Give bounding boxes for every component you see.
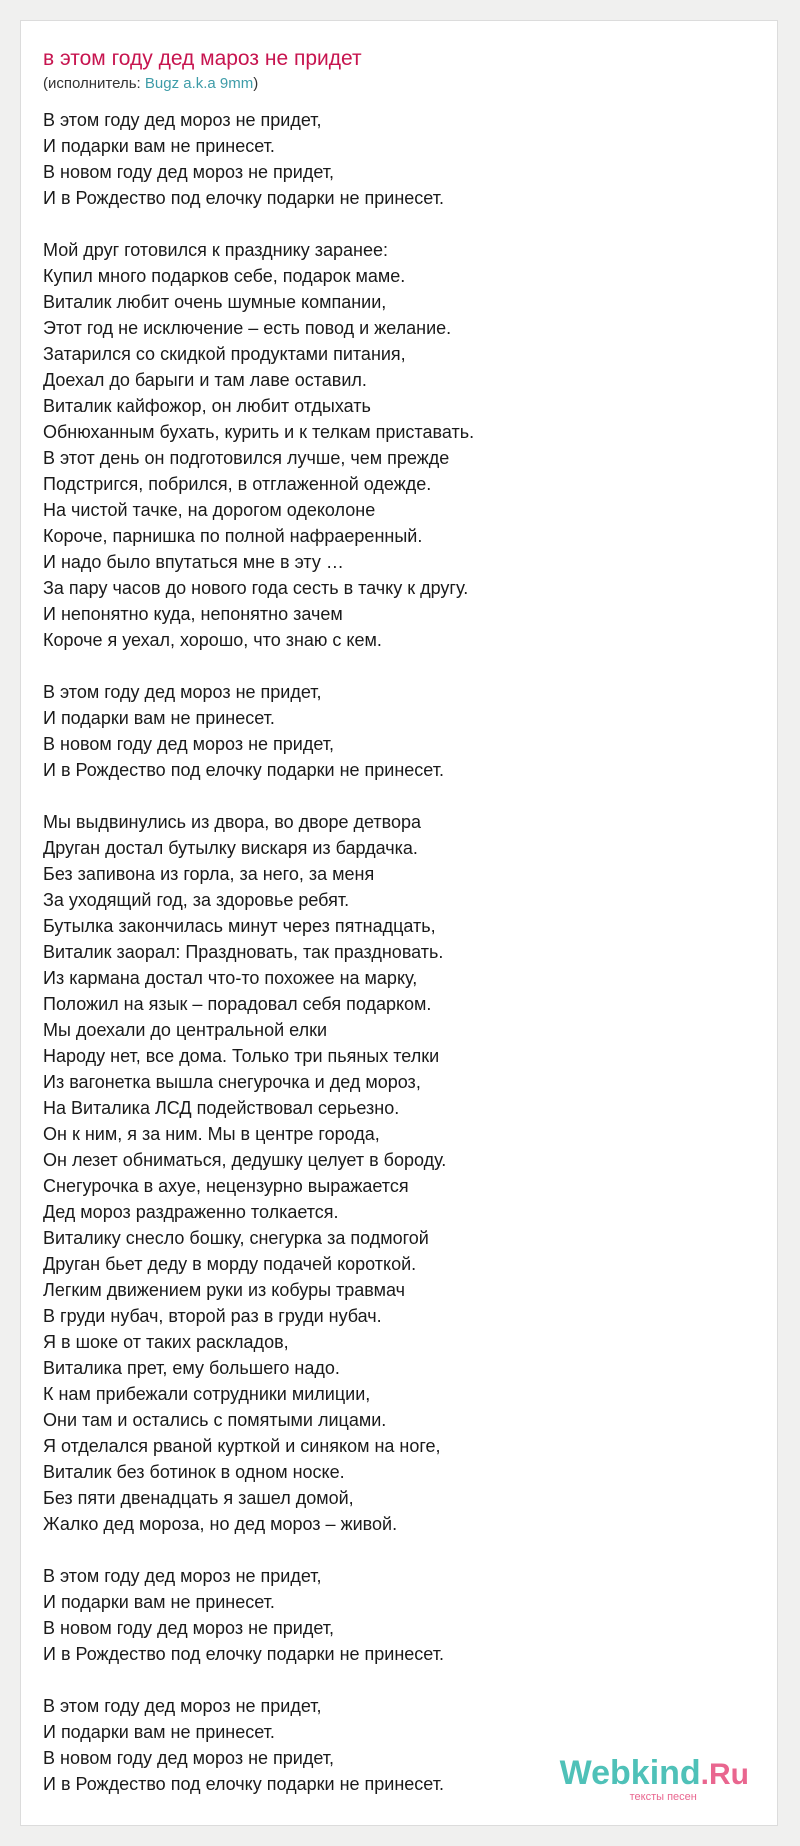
lyric-line: Положил на язык – порадовал себя подарком. [43,994,432,1014]
artist-link[interactable]: Bugz a.k.a 9mm [144,75,254,92]
lyric-line: На чистой тачке, на дорогом одеколоне [43,500,376,520]
logo-ru-text: .Ru [700,1758,749,1791]
song-title: в этом году дед мароз не придет [43,47,362,70]
lyric-line: Обнюханным бухать, курить и к телкам приставать. [43,422,475,442]
lyric-line: И подарки вам не принесет. [43,1722,275,1742]
lyric-line: Виталик любит очень шумные компании, [43,292,387,312]
lyric-line: Затарился со скидкой продуктами питания, [43,344,406,364]
lyric-line: Без пяти двенадцать я зашел домой, [43,1488,354,1508]
lyric-line: За пару часов до нового года сесть в тачку к другу. [43,578,469,598]
artist-prefix: (исполнитель: [43,75,145,92]
lyric-line: Виталику снесло бошку, снегурка за подмогой [43,1228,429,1248]
lyric-line: В этот день он подготовился лучше, чем прежде [43,448,450,468]
lyric-line: Короче, парнишка по полной нафраеренный. [43,526,423,546]
lyric-line: И подарки вам не принесет. [43,708,275,728]
artist-suffix: ) [253,75,259,92]
lyric-line: Бутылка закончилась минут через пятнадцать, [43,916,436,936]
lyric-line: Мой друг готовился к празднику заранее: [43,240,388,260]
lyric-line: И в Рождество под елочку подарки не принесет. [43,1644,444,1664]
lyric-line: За уходящий год, за здоровье ребят. [43,890,350,910]
lyric-line: Я отделался рваной курткой и синяком на ноге, [43,1436,441,1456]
lyric-line: Друган бьет деду в морду подачей короткой. [43,1254,417,1274]
lyrics-stanza [43,809,763,1537]
lyric-line: Жалко дед мороза, но дед мороз – живой. [43,1514,398,1534]
lyric-line: Дед мороз раздраженно толкается. [43,1202,339,1222]
lyric-line: В этом году дед мороз не придет, [43,110,322,130]
logo-web-text: Webkind [559,1754,701,1792]
lyrics-stanza [43,1563,763,1667]
lyric-line: Купил много подарков себе, подарок маме. [43,266,406,286]
lyrics-page [20,20,778,1826]
lyric-line: Друган достал бутылку вискаря из бардачка. [43,838,418,858]
lyric-line: И подарки вам не принесет. [43,136,275,156]
lyric-line: Виталик заорал: Праздновать, так праздновать. [43,942,444,962]
lyric-line: Мы доехали до центральной елки [43,1020,328,1040]
lyric-line: Он лезет обниматься, дедушку целует в бороду. [43,1150,447,1170]
lyric-line: Виталик кайфожор, он любит отдыхать [43,396,371,416]
lyric-line: И непонятно куда, непонятно зачем [43,604,343,624]
lyric-line: В новом году дед мороз не придет, [43,1618,335,1638]
lyric-line: Подстригся, побрился, в отглаженной одежде. [43,474,432,494]
lyrics-stanza [43,107,763,211]
logo-tagline: тексты песен [629,1791,697,1803]
lyric-line: И в Рождество под елочку подарки не принесет. [43,1774,444,1794]
lyric-line: В этом году дед мороз не придет, [43,1696,322,1716]
lyric-line: Народу нет, все дома. Только три пьяных телки [43,1046,440,1066]
lyric-line: Виталик без ботинок в одном носке. [43,1462,345,1482]
lyric-line: В этом году дед мороз не придет, [43,1566,322,1586]
lyric-line: Этот год не исключение – есть повод и желание. [43,318,452,338]
lyric-line: Мы выдвинулись из двора, во дворе детвора [43,812,422,832]
lyrics-body [43,107,763,1823]
lyric-line: Доехал до барыги и там лаве оставил. [43,370,367,390]
site-logo[interactable] [560,1755,749,1803]
lyric-line: И надо было впутаться мне в эту … [43,552,344,572]
lyric-line: В новом году дед мороз не придет, [43,162,335,182]
lyric-line: Без запивона из горла, за него, за меня [43,864,375,884]
lyric-line: Он к ним, я за ним. Мы в центре города, [43,1124,380,1144]
lyric-line: В груди нубач, второй раз в груди нубач. [43,1306,382,1326]
lyric-line: Легким движением руки из кобуры травмач [43,1280,406,1300]
lyric-line: Из вагонетка вышла снегурочка и дед мороз, [43,1072,421,1092]
lyric-line: Снегурочка в ахуе, нецензурно выражается [43,1176,409,1196]
lyric-line: На Виталика ЛСД подействовал серьезно. [43,1098,400,1118]
lyrics-stanza [43,679,763,783]
lyric-line: И в Рождество под елочку подарки не принесет. [43,760,444,780]
logo-wordmark [560,1755,749,1793]
lyric-line: В этом году дед мороз не придет, [43,682,322,702]
lyrics-stanza [43,237,763,653]
lyric-line: Виталика прет, ему большего надо. [43,1358,340,1378]
lyric-line: И подарки вам не принесет. [43,1592,275,1612]
lyric-line: Я в шоке от таких раскладов, [43,1332,289,1352]
lyric-line: И в Рождество под елочку подарки не принесет. [43,188,444,208]
lyric-line: В новом году дед мороз не придет, [43,734,335,754]
lyric-line: Они там и остались с помятыми лицами. [43,1410,387,1430]
lyric-line: К нам прибежали сотрудники милиции, [43,1384,371,1404]
artist-line [43,75,258,93]
lyric-line: Из кармана достал что-то похожее на марку, [43,968,418,988]
lyric-line: В новом году дед мороз не придет, [43,1748,335,1768]
lyric-line: Короче я уехал, хорошо, что знаю с кем. [43,630,382,650]
